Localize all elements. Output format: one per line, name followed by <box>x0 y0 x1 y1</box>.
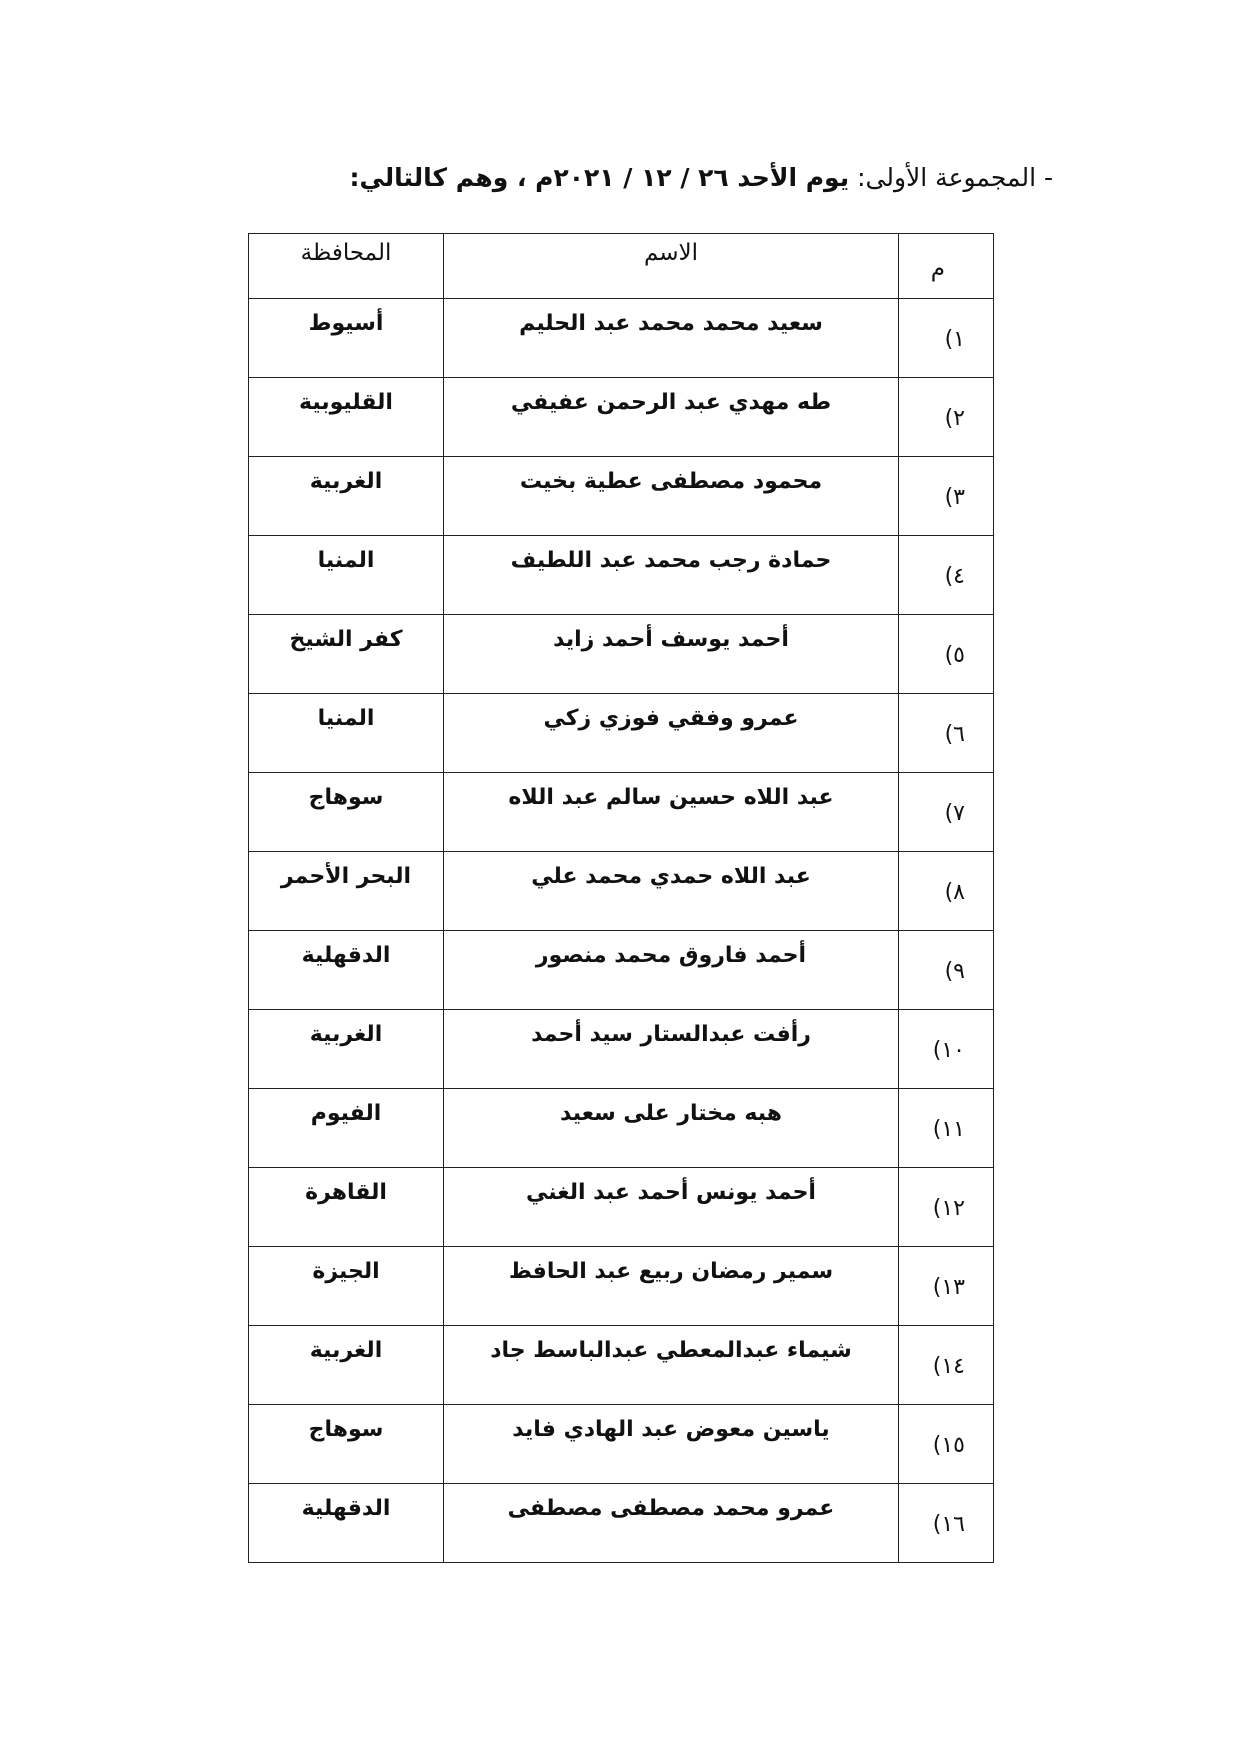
row-number-cell <box>899 694 994 773</box>
row-governorate-cell <box>249 378 444 457</box>
row-governorate-cell <box>249 299 444 378</box>
header-name-label: الاسم <box>643 240 699 266</box>
group-heading-date: يوم الأحد ٢٦ / ١٢ / ٢٠٢١م ، وهم كالتالي: <box>349 163 850 192</box>
row-name-cell <box>444 1326 899 1405</box>
row-name: عبد اللاه حسين سالم عبد اللاه <box>508 785 834 810</box>
row-name: أحمد فاروق محمد منصور <box>535 943 807 968</box>
table-body <box>249 299 994 1563</box>
row-governorate: المنيا <box>317 706 375 731</box>
row-number-cell <box>899 1405 994 1484</box>
row-number: ١) <box>944 327 965 352</box>
table-row <box>249 773 994 852</box>
row-name-cell <box>444 1089 899 1168</box>
table-row <box>249 852 994 931</box>
row-governorate: الغربية <box>309 469 383 494</box>
row-governorate: القليوبية <box>299 390 393 415</box>
row-governorate-cell <box>249 536 444 615</box>
row-governorate: أسيوط <box>308 311 384 336</box>
row-governorate-cell <box>249 694 444 773</box>
row-number-cell <box>899 536 994 615</box>
row-name: هبه مختار على سعيد <box>560 1101 782 1126</box>
table-row <box>249 694 994 773</box>
row-number: ١١) <box>932 1117 965 1142</box>
header-number <box>899 234 994 299</box>
row-governorate: الدقهلية <box>301 943 391 968</box>
row-number: ١٤) <box>932 1354 965 1379</box>
row-number-cell <box>899 1484 994 1563</box>
table-row <box>249 457 994 536</box>
row-governorate: سوهاج <box>308 785 384 810</box>
row-number-cell <box>899 1089 994 1168</box>
row-governorate: البحر الأحمر <box>280 864 412 889</box>
row-governorate-cell <box>249 1168 444 1247</box>
table-header-row <box>249 234 994 299</box>
row-name-cell <box>444 615 899 694</box>
header-governorate-label: المحافظة <box>300 240 392 266</box>
row-governorate-cell <box>249 1326 444 1405</box>
row-governorate-cell <box>249 615 444 694</box>
row-name-cell <box>444 694 899 773</box>
row-number: ٧) <box>944 801 965 826</box>
row-name: حمادة رجب محمد عبد اللطيف <box>510 548 832 573</box>
table-row <box>249 615 994 694</box>
row-governorate-cell <box>249 1089 444 1168</box>
row-number: ٦) <box>944 722 965 747</box>
table-row <box>249 1010 994 1089</box>
table-row <box>249 1326 994 1405</box>
row-governorate-cell <box>249 1010 444 1089</box>
row-number-cell <box>899 457 994 536</box>
row-number-cell <box>899 1010 994 1089</box>
row-name-cell <box>444 378 899 457</box>
row-name-cell <box>444 1405 899 1484</box>
table-row <box>249 931 994 1010</box>
row-governorate: سوهاج <box>308 1417 384 1442</box>
table-row <box>249 1405 994 1484</box>
row-name-cell <box>444 536 899 615</box>
table-row <box>249 1168 994 1247</box>
table-row <box>249 299 994 378</box>
row-name: سمير رمضان ربيع عبد الحافظ <box>508 1259 834 1284</box>
row-name: عمرو وفقي فوزي زكي <box>543 706 799 731</box>
table-row <box>249 1089 994 1168</box>
row-governorate: الفيوم <box>310 1101 382 1126</box>
row-number: ٣) <box>944 485 965 510</box>
row-name: أحمد يونس أحمد عبد الغني <box>526 1180 816 1205</box>
row-governorate: كفر الشيخ <box>289 627 403 652</box>
row-number: ١٣) <box>932 1275 965 1300</box>
row-name-cell <box>444 299 899 378</box>
row-name-cell <box>444 931 899 1010</box>
row-number: ١٥) <box>932 1433 965 1458</box>
header-number-label: م <box>930 256 945 282</box>
row-number: ٥) <box>944 643 965 668</box>
row-governorate-cell <box>249 931 444 1010</box>
table-row <box>249 1247 994 1326</box>
row-number: ٨) <box>944 880 965 905</box>
row-name: رأفت عبدالستار سيد أحمد <box>531 1022 811 1047</box>
row-name: ياسين معوض عبد الهادي فايد <box>512 1417 830 1442</box>
row-name: أحمد يوسف أحمد زايد <box>553 627 789 652</box>
row-number-cell <box>899 615 994 694</box>
row-name-cell <box>444 1247 899 1326</box>
row-number: ٢) <box>944 406 965 431</box>
row-name-cell <box>444 1168 899 1247</box>
row-governorate-cell <box>249 457 444 536</box>
table-row <box>249 1484 994 1563</box>
row-governorate-cell <box>249 773 444 852</box>
row-governorate-cell <box>249 1484 444 1563</box>
row-number-cell <box>899 1168 994 1247</box>
row-name-cell <box>444 457 899 536</box>
row-number: ١٢) <box>932 1196 965 1221</box>
participants-table <box>248 233 994 1563</box>
header-name <box>444 234 899 299</box>
row-governorate: القاهرة <box>305 1180 387 1205</box>
row-name: عمرو محمد مصطفى مصطفى <box>507 1496 835 1521</box>
row-governorate: الجيزة <box>312 1259 380 1284</box>
row-governorate: الدقهلية <box>301 1496 391 1521</box>
row-name: سعيد محمد محمد عبد الحليم <box>519 311 823 336</box>
table-row <box>249 378 994 457</box>
row-governorate: الغربية <box>309 1338 383 1363</box>
row-number-cell <box>899 1326 994 1405</box>
row-number-cell <box>899 773 994 852</box>
row-governorate: المنيا <box>317 548 375 573</box>
row-governorate: الغربية <box>309 1022 383 1047</box>
row-number: ٩) <box>944 959 965 984</box>
group-heading <box>233 158 1053 198</box>
row-number-cell <box>899 1247 994 1326</box>
row-name-cell <box>444 773 899 852</box>
row-governorate-cell <box>249 852 444 931</box>
row-number: ١٦) <box>932 1512 965 1537</box>
group-heading-label: - المجموعة الأولى: <box>857 163 1053 192</box>
row-name: شيماء عبدالمعطي عبدالباسط جاد <box>490 1338 852 1363</box>
header-governorate <box>249 234 444 299</box>
row-name: محمود مصطفى عطية بخيت <box>519 469 823 494</box>
row-governorate-cell <box>249 1247 444 1326</box>
row-number: ٤) <box>944 564 965 589</box>
row-name-cell <box>444 1484 899 1563</box>
row-number-cell <box>899 931 994 1010</box>
row-number: ١٠) <box>932 1038 965 1063</box>
row-number-cell <box>899 299 994 378</box>
table-row <box>249 536 994 615</box>
row-governorate-cell <box>249 1405 444 1484</box>
row-number-cell <box>899 378 994 457</box>
row-name-cell <box>444 1010 899 1089</box>
row-name: عبد اللاه حمدي محمد علي <box>531 864 811 889</box>
row-name-cell <box>444 852 899 931</box>
row-name: طه مهدي عبد الرحمن عفيفي <box>510 390 832 415</box>
row-number-cell <box>899 852 994 931</box>
